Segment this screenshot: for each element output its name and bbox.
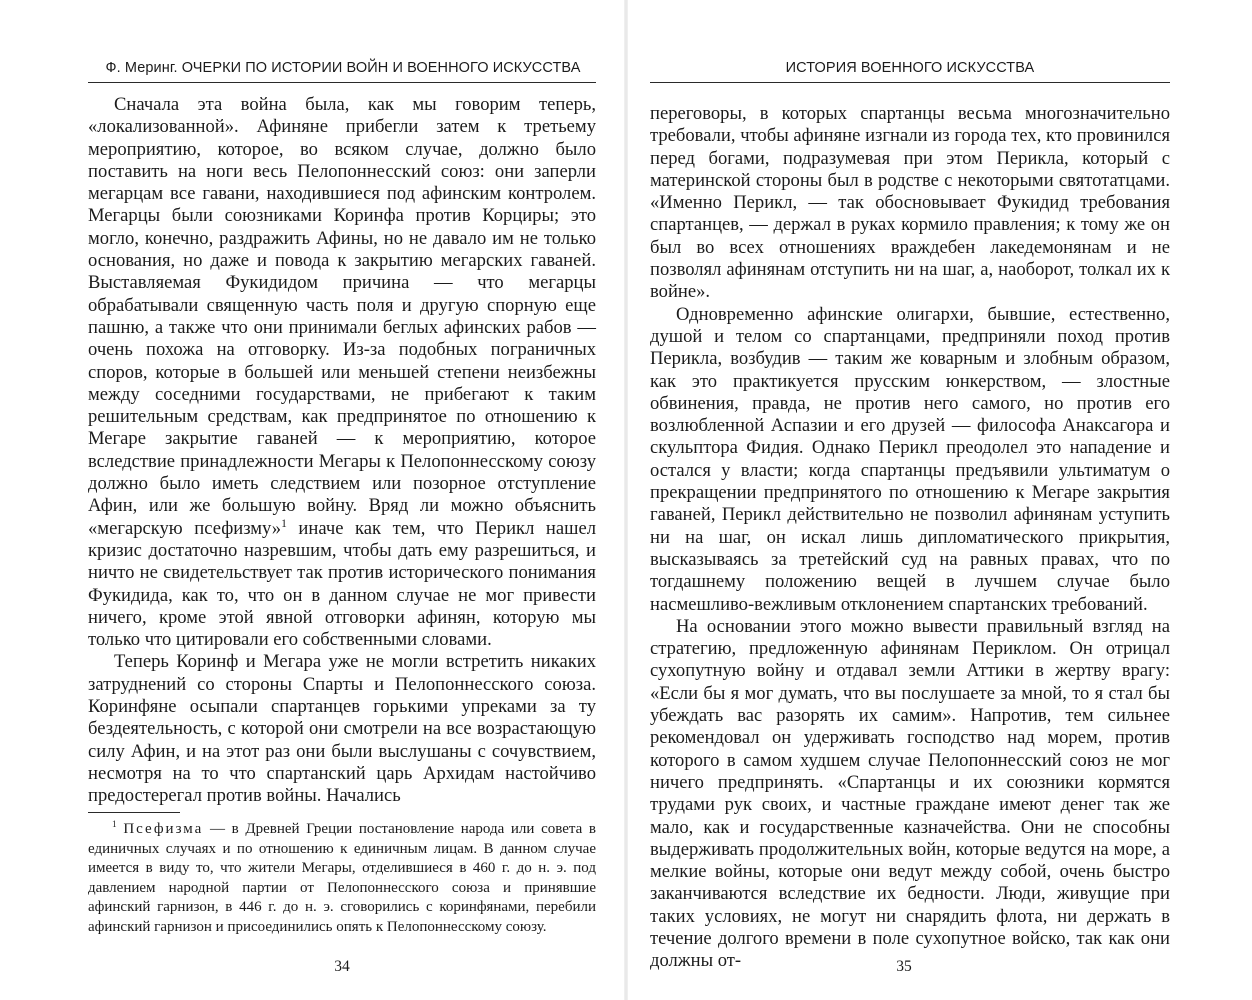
left-paragraph-2: Теперь Коринф и Мегара уже не могли встретить никаких затруднений со стороны Спарты и Пелопоннесского союза. Коринфяне осыпали спартанцев горькими упреками за ту бездеятельность, с которой они смотрели на все возрастающую силу Афин, и на этот раз они были выслушаны с сочувствием, несмотря на то что спартанский царь Архидам настойчиво предостерегал против войны. Начались (88, 651, 596, 807)
footnote-marker: 1 (112, 820, 117, 830)
running-head-left: Ф. Меринг. ОЧЕРКИ ПО ИСТОРИИ ВОЙН И ВОЕННОГО ИСКУССТВА (105, 60, 581, 76)
left-body-text (88, 94, 596, 808)
footnote-text: — в Древней Греции постановление народа или совета в единичных случаях и по отношению к единичным лицам. В данном случае имеется в виду то, что жители Мегары, отделившиеся в 460 г. до н. э. под давлением народной партии от Пелопоннесского союза и принявшие афинский гарнизон, в 446 г. до н. э. сговорились с коринфянами, перебили афинский гарнизон и присоединились опять к Пелопоннесскому союзу. (88, 821, 597, 935)
right-paragraph-3: На основании этого можно вывести правильный взгляд на стратегию, предложенную афинянам Периклом. Он отрицал сухопутную войну и отдавал земли Аттики в жертву врагу: «Если бы я мог думать, что вы послушаете за мной, то я стал бы убеждать вас разорять их самим». Напротив, тем сильнее рекомендовал он удерживать господство над морем, против которого в самом худшем случае Пелопоннесский союз не мог ничего предпринять. «Спартанцы и их союзники кормятся трудами рук своих, и частные граждане имеют денег так же мало, как и государственные казначейства. Они не способны выдерживать продолжительных войн, которые ведутся на море, а мелкие войны, которые они ведут между собой, очень быстро заканчиваются вследствие их бедности. Люди, живущие при таких условиях, не могут ни снарядить флота, ни держать в течение долгого времени в поле сухопутное войско, так как они должны от- (650, 615, 1170, 972)
page-number-left: 34 (334, 958, 350, 975)
footnote (88, 820, 596, 938)
right-paragraph-2: Одновременно афинские олигархи, бывшие, естественно, душой и телом со спартанцами, предприняли поход против Перикла, возбудив — таким же коварным и злобным образом, как это практикуется прусским юнкерством, — злостные обвинения, правда, не против него самого, но против его возлюбленной Аспазии и его друзей — философа Анаксагора и скульптора Фидия. Однако Перикл преодолел это нападение и остался у власти; когда спартанцы предъявили ультиматум о прекращении предпринятого по отношению к Мегаре закрытия гаваней, Перикл действительно не позволил афинянам уступить ни на шаг, он искал лишь дипломатического прикрытия, высказываясь за третейский суд на равных правах, что по тогдашнему положению вещей в лучшем случае было насмешливо-вежливым отклонением спартанских требований. (650, 303, 1170, 615)
left-paragraph-1-text: Сначала эта война была, как мы говорим теперь, «локализованной». Афиняне прибегли затем к третьему мероприятию, которое, во всяком случае, должно было поставить на ноги весь Пелопоннесский союз: они заперли мегарцам все гавани, находившиеся под афинским контролем. Мегарцы были союзниками Коринфа против Корциры; это могло, конечно, раздражить Афины, но не давало им не только основания, но даже и повода к закрытию мегарских гаваней. Выставляемая Фукидидом причина — что мегарцы обрабатывали священную часть поля и другую спорную еще пашню, а также что они принимали беглых афинских рабов — очень похожа на отговорку. Из-за подобных пограничных споров, которые в большей или меньшей степени неизбежны между соседними государствами, не прибегают к таким решительным средствам, как предпринятое по отношению к Мегаре закрытие гаваней — к мероприятию, которое вследствие принадлежности Мегары к Пелопоннесскому союзу должно было иметь следствием или позорное отступление Афин, или же большую войну. Вряд ли можно объяснить «мегарскую псефизму» (88, 94, 596, 539)
running-head-right: ИСТОРИЯ ВОЕННОГО ИСКУССТВА (785, 60, 1035, 76)
header-rule-left (88, 82, 596, 83)
header-rule-right (650, 82, 1170, 83)
right-body-text (650, 103, 1170, 973)
left-paragraph-1 (88, 94, 596, 651)
right-paragraph-1: переговоры, в которых спартанцы весьма многозначительно требовали, чтобы афиняне изгнали из города тех, кто провинился перед богами, подразумевая при этом Перикла, который с материнской стороны был в родстве с некоторыми святотатцами. «Именно Перикл, — так обосновывает Фукидид требования спартанцев, — держал в руках кормило правления; к тому же он был во всех отношениях враждебен лакедемонянам и не позволял афинянам отступить ни на шаг, а, наоборот, толкал их к войне». (650, 103, 1170, 303)
footnote-term: Псефизма (123, 821, 204, 837)
page-number-right: 35 (896, 958, 912, 975)
footnote-reference: 1 (281, 517, 287, 530)
left-paragraph-1-tail: иначе как тем, что Перикл нашел кризис достаточно назревшим, чтобы дать ему разрешиться, и ничто не свидетельствует так против исторического понимания Фукидида, как то, что он в данном случае не мог привести ничего, кроме этой явной отговорки афинян, которую мы только что цитировали его собственными словами. (88, 517, 596, 651)
right-page (626, 0, 1252, 1000)
footnote-rule (88, 812, 180, 813)
